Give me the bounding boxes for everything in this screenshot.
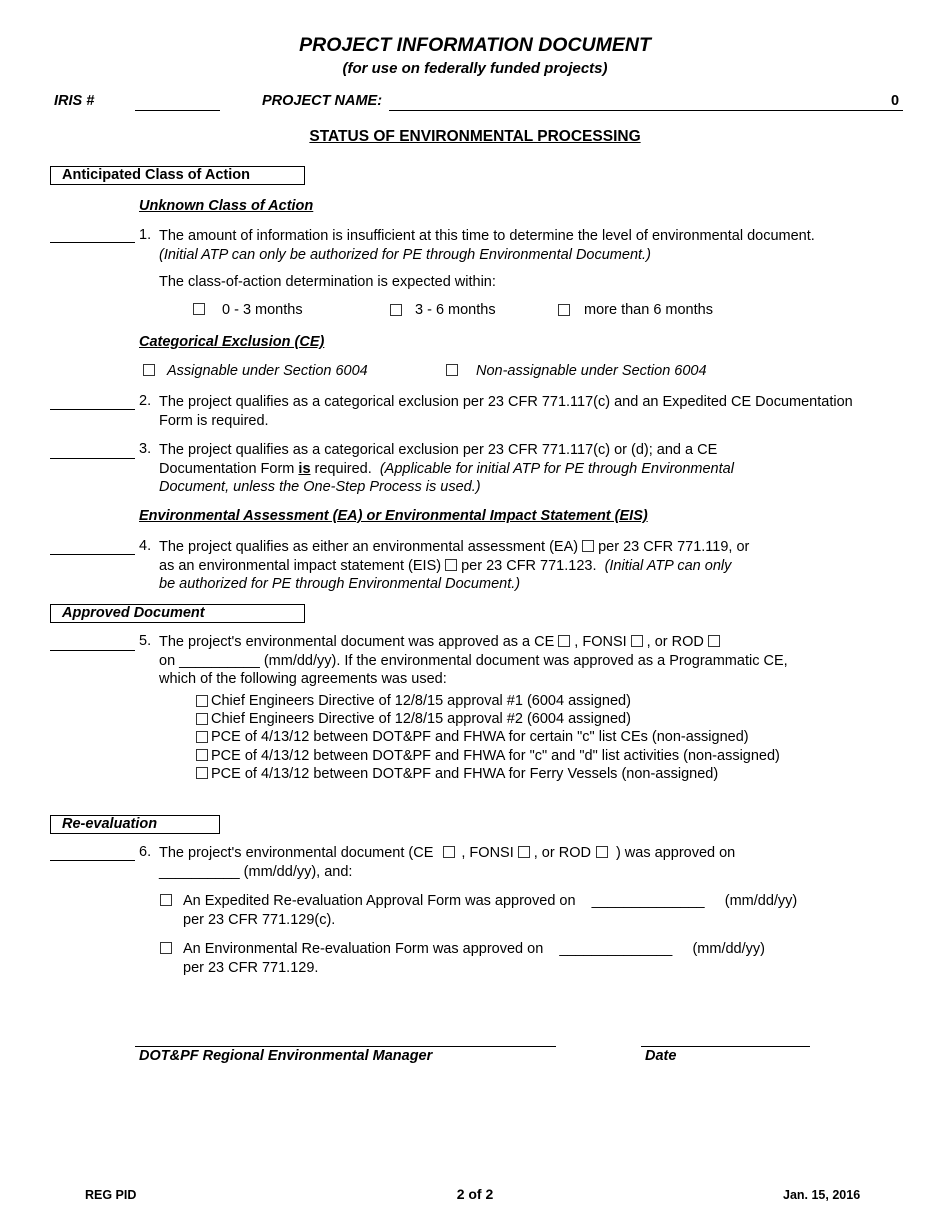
date-label: Date	[645, 1048, 677, 1064]
checkbox-assignable[interactable]	[143, 364, 155, 376]
checkbox-non-assignable[interactable]	[446, 364, 458, 376]
env-reeval-text: An Environmental Re-evaluation Form was approved on ______________ (mm/dd/yy) per 23 CFR 771.129.	[183, 941, 765, 976]
assignable-label: Assignable under Section 6004	[167, 363, 368, 379]
approved-document-label: Approved Document	[62, 605, 205, 621]
agreement-4-label: PCE of 4/13/12 between DOT&PF and FHWA for "c" and "d" list activities (non-assigned)	[211, 748, 780, 764]
status-heading: STATUS OF ENVIRONMENTAL PROCESSING	[309, 128, 641, 145]
item1-initial-field[interactable]	[50, 242, 135, 243]
anticipated-class-label: Anticipated Class of Action	[62, 167, 250, 183]
footer-date: Jan. 15, 2016	[783, 1188, 861, 1202]
checkbox-0-3-months[interactable]	[193, 303, 205, 315]
item4-number: 4.	[139, 538, 152, 554]
item5-number: 5.	[139, 633, 152, 649]
item3-initial-field[interactable]	[50, 458, 135, 459]
expected-within-text: The class-of-action determination is expected within:	[159, 274, 496, 290]
item5-text: The project's environmental document was approved as a CE , FONSI , or ROD on __________ (mm/dd/yy). If the environmental document was approved as a Programmatic CE, which of the following agreements was used:	[159, 634, 788, 687]
iris-label: IRIS #	[54, 93, 95, 109]
agreement-3-label: PCE of 4/13/12 between DOT&PF and FHWA for certain "c" list CEs (non-assigned)	[211, 729, 749, 745]
manager-label: DOT&PF Regional Environmental Manager	[139, 1048, 433, 1064]
item6-initial-field[interactable]	[50, 860, 135, 861]
footer-left: REG PID	[85, 1188, 137, 1202]
checkbox-3-6-months[interactable]	[390, 304, 402, 316]
item2-text: The project qualifies as a categorical exclusion per 23 CFR 771.117(c) and an Expedited CE Documentation Form is required.	[159, 394, 853, 429]
checkbox-reeval-rod[interactable]	[596, 846, 608, 858]
checkbox-env-reeval[interactable]	[160, 942, 172, 954]
agreement-1-label: Chief Engineers Directive of 12/8/15 approval #1 (6004 assigned)	[211, 693, 631, 709]
item5-initial-field[interactable]	[50, 650, 135, 651]
item1-text: The amount of information is insufficient at this time to determine the level of environmental document. (Initial ATP can only be authorized for PE through Environmental Document.)	[159, 228, 815, 263]
checkbox-agreement-1[interactable]	[196, 695, 208, 707]
anticipated-class-box	[50, 166, 305, 185]
document-subtitle: (for use on federally funded projects)	[342, 60, 608, 77]
item6-text: The project's environmental document (CE , FONSI , or ROD ) was approved on __________ (mm/dd/yy), and:	[159, 845, 736, 880]
item4-initial-field[interactable]	[50, 554, 135, 555]
agreement-5-label: PCE of 4/13/12 between DOT&PF and FHWA for Ferry Vessels (non-assigned)	[211, 766, 719, 782]
checkbox-eis[interactable]	[445, 559, 457, 571]
document-title: PROJECT INFORMATION DOCUMENT	[299, 34, 651, 56]
unknown-class-heading: Unknown Class of Action	[139, 198, 314, 214]
checkbox-more-than-6-months[interactable]	[558, 304, 570, 316]
approved-document-box	[50, 604, 305, 623]
checkbox-agreement-5[interactable]	[196, 767, 208, 779]
checkbox-approved-fonsi[interactable]	[631, 635, 643, 647]
project-name-field[interactable]	[389, 110, 903, 111]
checkbox-approved-rod[interactable]	[708, 635, 720, 647]
iris-field[interactable]	[135, 110, 220, 111]
checkbox-agreement-4[interactable]	[196, 749, 208, 761]
date-signature-line[interactable]	[641, 1046, 810, 1047]
project-name-value: 0	[891, 93, 900, 109]
option-3-6-months-label: 3 - 6 months	[415, 302, 496, 318]
ce-heading: Categorical Exclusion (CE)	[139, 334, 325, 350]
expedited-reeval-text: An Expedited Re-evaluation Approval Form was approved on ______________ (mm/dd/yy) per 23 CFR 771.129(c).	[183, 893, 798, 928]
ea-eis-heading: Environmental Assessment (EA) or Environmental Impact Statement (EIS)	[139, 508, 648, 524]
expedited-date-blank[interactable]: ______________	[591, 893, 705, 909]
checkbox-expedited-reeval[interactable]	[160, 894, 172, 906]
item6-number: 6.	[139, 844, 152, 860]
manager-signature-line[interactable]	[135, 1046, 556, 1047]
item4-text: The project qualifies as either an environmental assessment (EA) per 23 CFR 771.119, or as an environmental impact statement (EIS) per 23 CFR 771.123. (Initial ATP can only be authorized for PE through Environmental Document.)	[159, 539, 750, 592]
non-assignable-label: Non-assignable under Section 6004	[476, 363, 707, 379]
item2-initial-field[interactable]	[50, 409, 135, 410]
reevaluation-label: Re-evaluation	[62, 816, 158, 832]
option-more-than-6-months-label: more than 6 months	[584, 302, 713, 318]
env-date-blank[interactable]: ______________	[559, 941, 673, 957]
reevaluation-box	[50, 815, 220, 834]
checkbox-approved-ce[interactable]	[558, 635, 570, 647]
checkbox-reeval-fonsi[interactable]	[518, 846, 530, 858]
item1-number: 1.	[139, 227, 152, 243]
option-0-3-months-label: 0 - 3 months	[222, 302, 303, 318]
item3-text: The project qualifies as a categorical exclusion per 23 CFR 771.117(c) or (d); and a CE Documentation Form is required. (Applicable for initial ATP for PE through Environmental Document, unless the One-Step Process is used.)	[159, 442, 734, 495]
checkbox-reeval-ce[interactable]	[443, 846, 455, 858]
checkbox-ea[interactable]	[582, 540, 594, 552]
agreement-2-label: Chief Engineers Directive of 12/8/15 approval #2 (6004 assigned)	[211, 711, 631, 727]
checkbox-agreement-2[interactable]	[196, 713, 208, 725]
item3-number: 3.	[139, 441, 152, 457]
project-name-label: PROJECT NAME:	[262, 93, 383, 109]
checkbox-agreement-3[interactable]	[196, 731, 208, 743]
item2-number: 2.	[139, 393, 152, 409]
page-number: 2 of 2	[456, 1186, 494, 1202]
